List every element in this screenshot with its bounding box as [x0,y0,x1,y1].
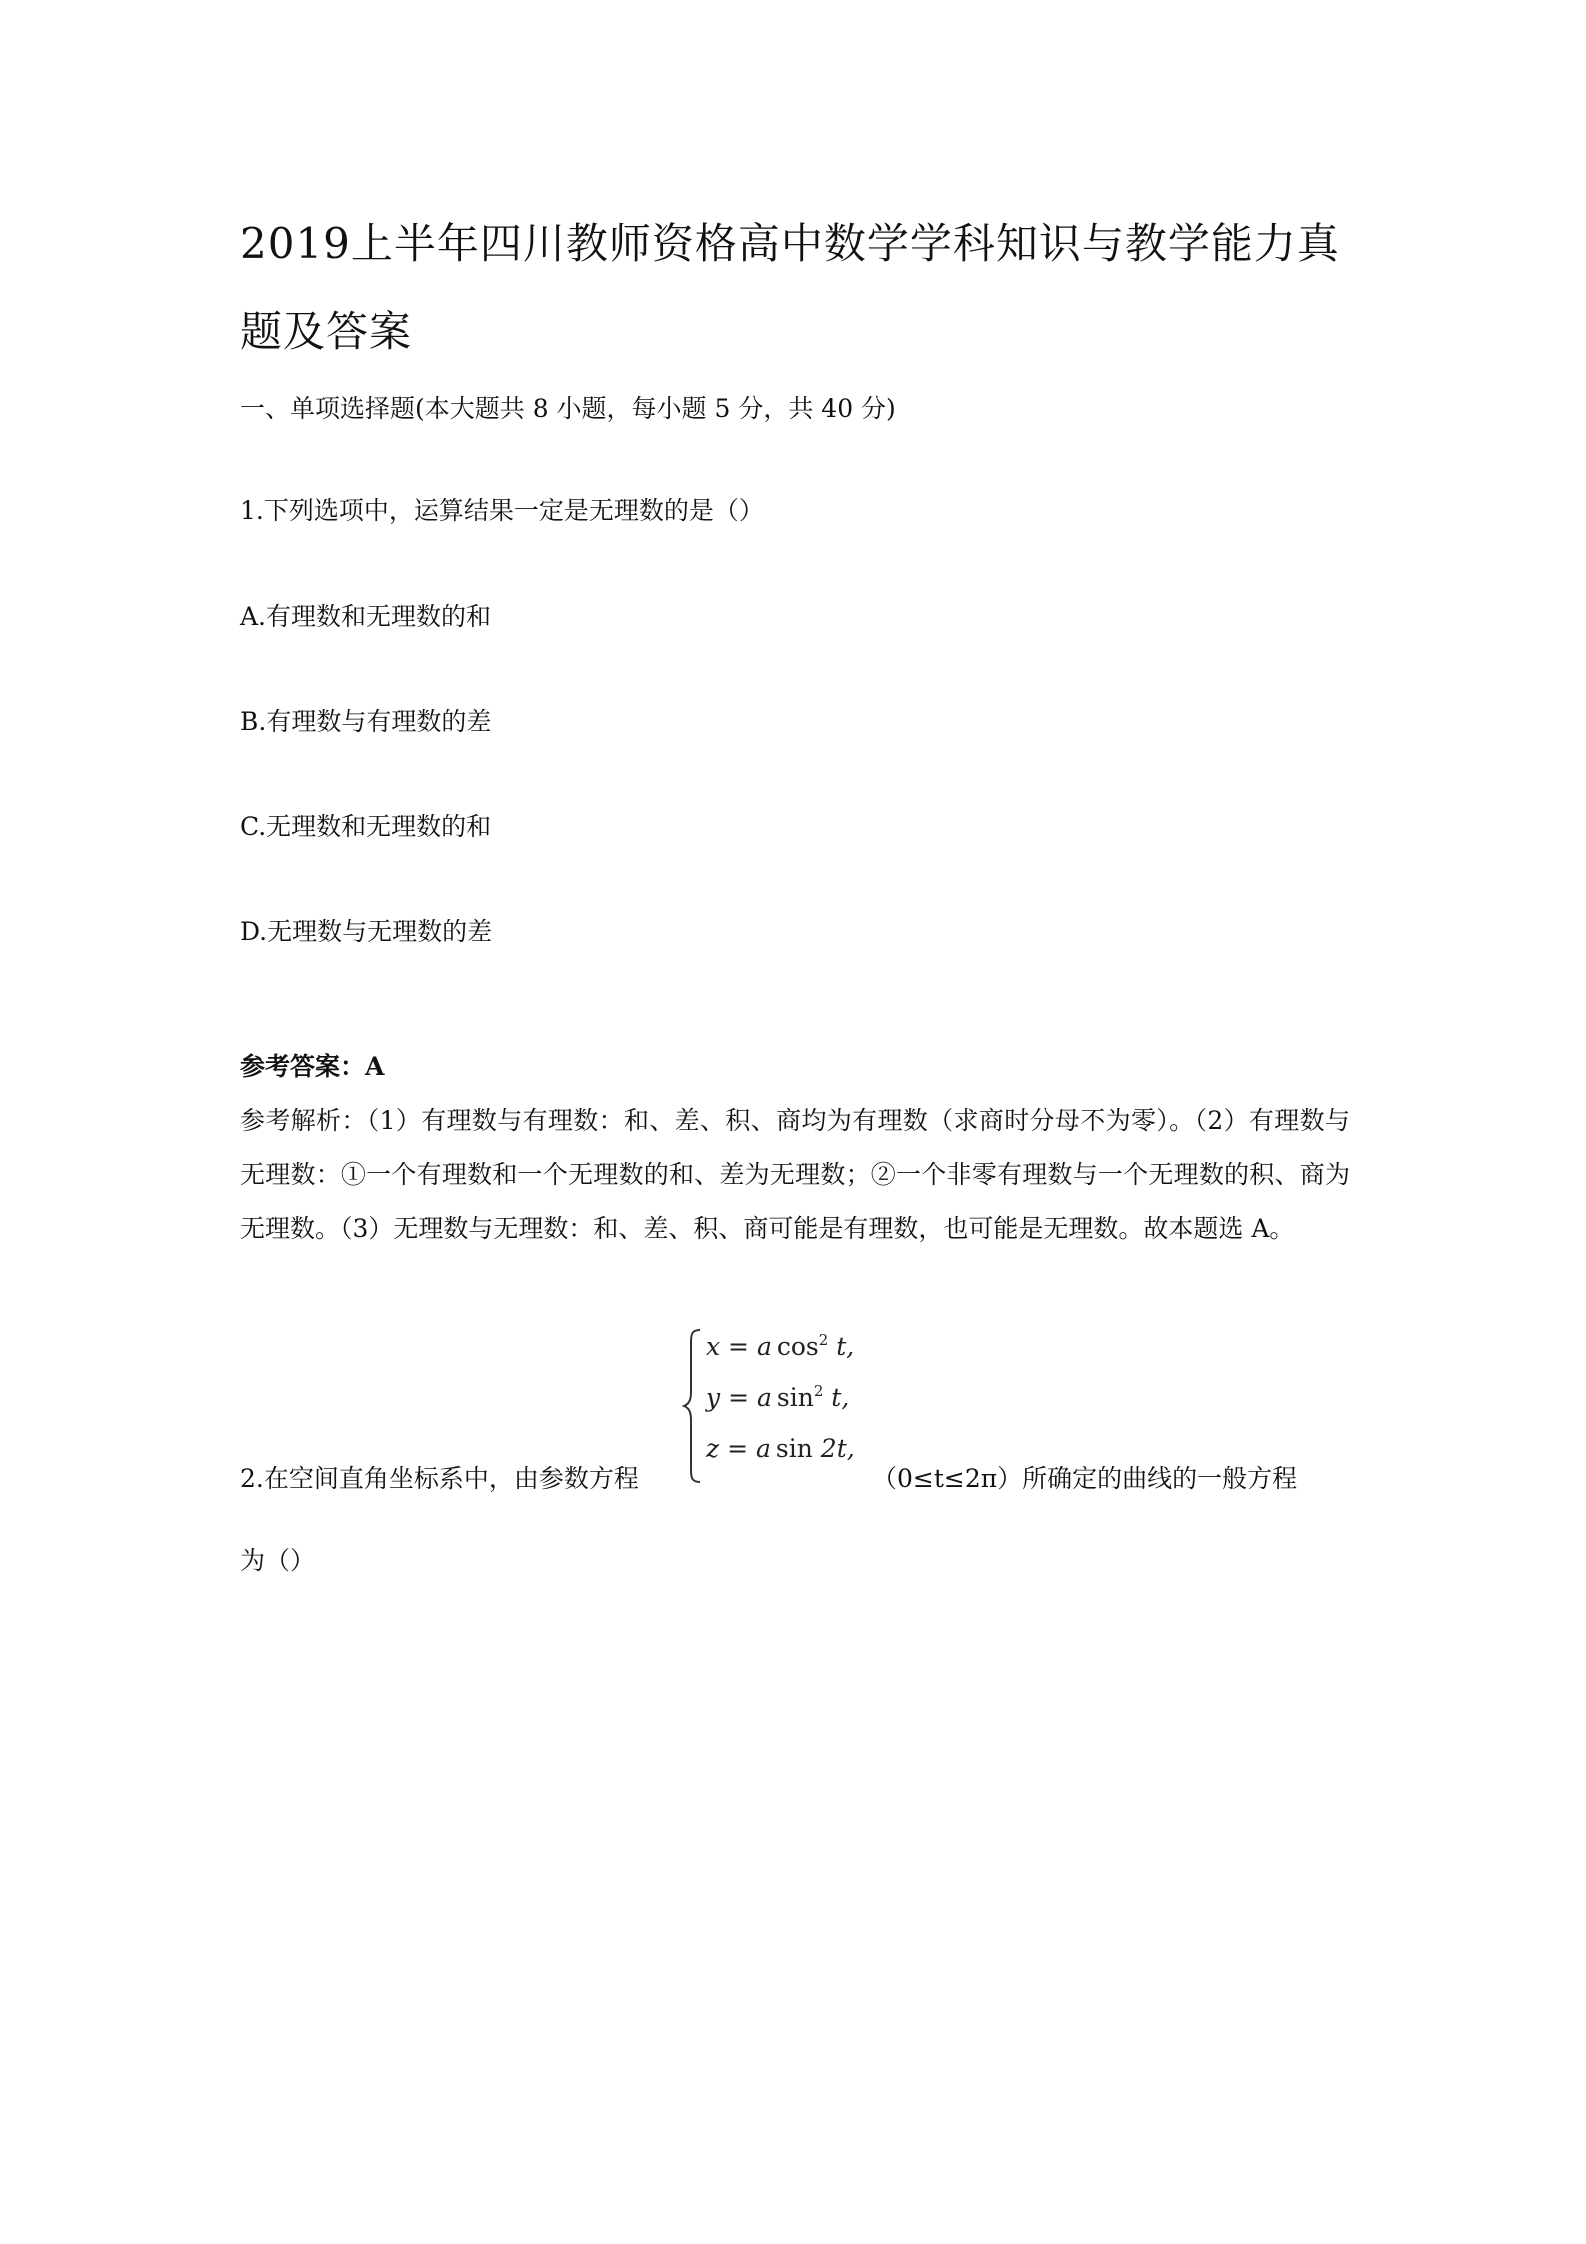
question-1-option-d: D.无理数与无理数的差 [240,917,493,946]
question-1-option-a: A.有理数和无理数的和 [240,602,492,631]
equation-row-y: y = a $\sin^2 t$, [706,1382,850,1412]
question-1-answer: 参考答案：A [240,1052,385,1081]
section-heading: 一、单项选择题(本大题共 8 小题，每小题 5 分，共 40 分) [240,394,896,423]
question-2-stem-line2: 为（） [240,1546,316,1575]
question-1-explanation: 参考解析：（1）有理数与有理数：和、差、积、商均为有理数（求商时分母不为零）。（2）有理数与无理数：①一个有理数和一个无理数的和、差为无理数；②一个非零有理数与一个无理数的积、商为无理数。（3）无理数与无理数：和、差、积、商可能是有理数，也可能是无理数。故本题选 A。 [240,1106,1350,1243]
parametric-equation-system [682,1326,882,1486]
left-brace-icon [682,1326,706,1486]
equation-row-x: x = a $\cos^2 t$, [706,1331,855,1361]
question-1-stem: 1.下列选项中，运算结果一定是无理数的是（） [240,496,764,525]
question-1-option-b: B.有理数与有理数的差 [240,707,492,736]
question-1-option-c: C.无理数和无理数的和 [240,812,492,841]
document-title: 2019上半年四川教师资格高中数学学科知识与教学能力真题及答案 [240,219,1340,356]
question-2-stem-after: （0≤t≤2π）所确定的曲线的一般方程 [872,1464,1298,1493]
question-2-stem-before: 2.在空间直角坐标系中，由参数方程 [240,1464,639,1493]
equation-row-z: z = a sin 2t, [706,1434,855,1463]
